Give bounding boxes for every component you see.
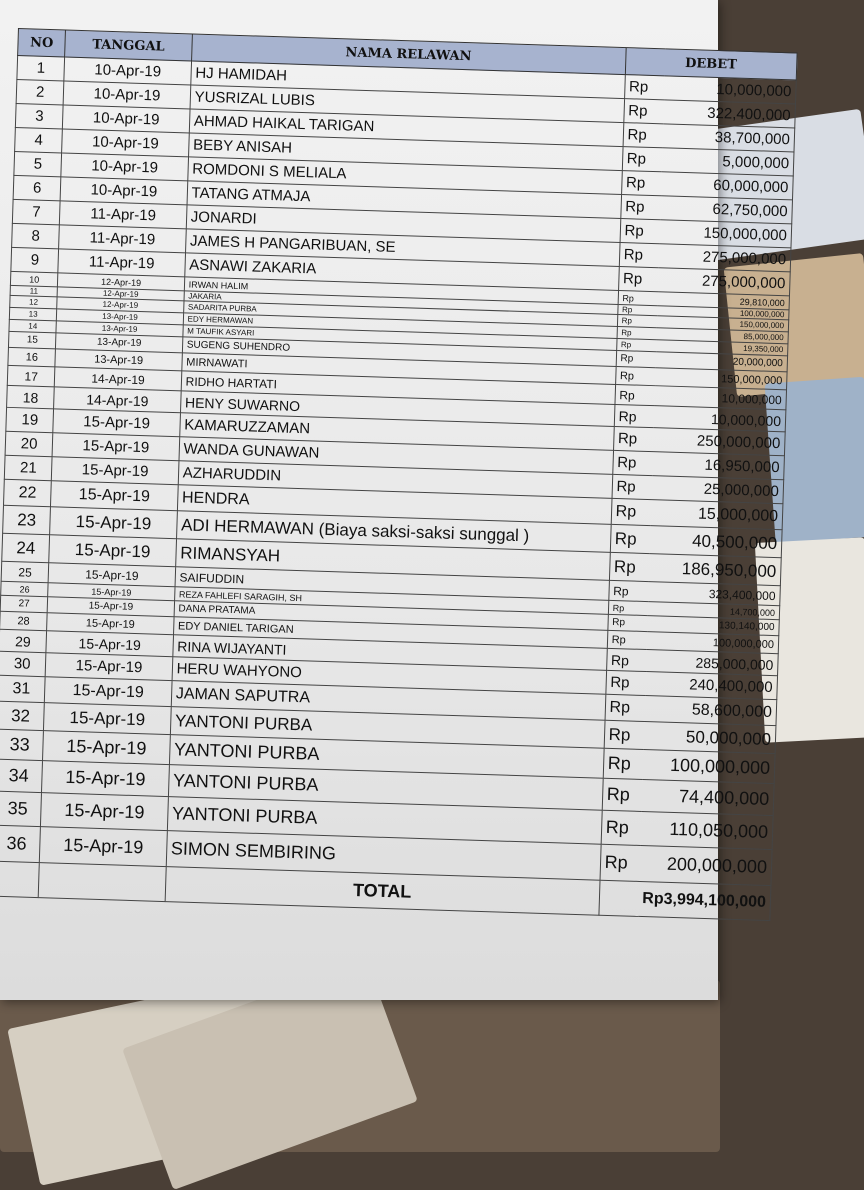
row-debet: 285,000,000 [646,650,779,676]
row-debet: 58,600,000 [644,696,777,726]
row-no: 31 [0,675,45,702]
row-nama: ADI HERMAWAN (Biaya saksi-saksi sunggal ) [176,511,611,553]
row-currency: Rp [607,630,647,649]
row-tanggal: 13-Apr-19 [56,333,183,353]
row-tanggal: 10-Apr-19 [62,129,189,157]
row-currency: Rp [616,338,656,351]
row-currency: Rp [618,290,658,305]
row-debet: 240,400,000 [645,672,778,700]
row-nama: MIRNAWATI [181,353,615,385]
row-currency: Rp [624,75,664,100]
row-currency: Rp [603,748,643,779]
row-tanggal: 11-Apr-19 [58,249,185,277]
row-tanggal: 15-Apr-19 [48,597,175,617]
row-no: 13 [9,307,57,320]
row-tanggal: 15-Apr-19 [43,731,170,765]
row-debet: 150,000,000 [655,368,787,390]
row-tanggal: 15-Apr-19 [40,827,167,867]
row-nama: YANTONI PURBA [168,765,603,811]
row-debet: 20,000,000 [655,352,787,372]
row-tanggal: 10-Apr-19 [64,57,191,85]
row-currency: Rp [617,304,657,315]
row-no: 33 [0,729,44,760]
row-tanggal: 10-Apr-19 [60,177,187,205]
row-no: 16 [8,347,56,366]
row-nama: YANTONI PURBA [170,707,605,749]
row-currency: Rp [616,350,656,367]
row-tanggal: 15-Apr-19 [41,793,168,831]
header-tanggal: TANGGAL [65,30,192,61]
row-currency: Rp [600,844,641,881]
row-tanggal: 15-Apr-19 [47,613,174,635]
header-no: NO [18,29,66,57]
row-no: 32 [0,701,45,730]
row-no: 24 [2,533,50,562]
relawan-table [0,28,798,921]
row-debet: 110,050,000 [640,811,773,849]
row-tanggal: 15-Apr-19 [46,631,173,657]
row-currency: Rp [612,474,652,499]
row-tanggal: 10-Apr-19 [63,105,190,133]
row-nama: JAMES H PANGARIBUAN, SE [185,229,619,267]
row-currency: Rp [604,720,644,749]
header-debet: DEBET [625,48,797,80]
row-debet: 16,950,000 [652,452,785,480]
row-currency: Rp [623,123,663,148]
row-debet: 100,000,000 [642,749,775,783]
row-debet: 130,140,000 [647,616,779,636]
row-debet: 74,400,000 [641,779,774,815]
row-currency: Rp [607,614,647,631]
row-nama: RIDHO HARTATI [181,371,615,405]
row-tanggal: 12-Apr-19 [57,287,184,301]
row-nama: RIMANSYAH [175,539,610,581]
row-nama: HERU WAHYONO [172,657,606,695]
row-no: 11 [10,285,58,296]
row-nama: JONARDI [186,205,620,243]
row-no: 5 [14,151,62,176]
donation-sheet [0,28,798,921]
row-tanggal: 11-Apr-19 [59,225,186,253]
row-nama: REZA FAHLEFI SARAGIH, SH [174,587,608,615]
row-currency: Rp [623,99,663,124]
row-tanggal: 14-Apr-19 [55,367,182,391]
row-tanggal: 15-Apr-19 [45,653,172,681]
row-nama: SAIFUDDIN [175,567,609,601]
row-debet: 25,000,000 [651,476,784,504]
row-tanggal: 15-Apr-19 [50,507,177,539]
row-no: 12 [10,295,58,308]
row-debet: 150,000,000 [659,220,792,248]
row-currency: Rp [610,524,650,553]
row-debet: 322,400,000 [663,100,796,128]
row-debet: 275,000,000 [658,268,791,296]
row-tanggal: 15-Apr-19 [42,761,169,797]
row-debet: 60,000,000 [661,172,794,200]
row-nama: IRWAN HALIM [184,277,618,305]
row-nama: RINA WIJAYANTI [173,635,607,671]
row-currency: Rp [613,426,653,451]
row-nama: EDY HERMAWAN [183,313,617,339]
row-currency: Rp [605,670,645,695]
row-currency: Rp [605,694,645,721]
row-tanggal: 15-Apr-19 [52,433,179,461]
row-currency: Rp [621,171,661,196]
row-currency: Rp [617,326,657,339]
row-debet: 10,000,000 [654,386,787,410]
row-tanggal: 10-Apr-19 [61,153,188,181]
row-tanggal: 13-Apr-19 [57,309,184,325]
header-nama: NAMA RELAWAN [191,34,626,75]
row-nama: SUGENG SUHENDRO [182,337,616,367]
total-empty-cell [39,863,166,902]
row-currency: Rp [622,147,662,172]
row-nama: BEBY ANISAH [188,133,622,171]
row-tanggal: 15-Apr-19 [44,703,171,735]
row-no: 4 [15,127,63,152]
row-debet: 250,000,000 [653,428,786,456]
row-debet: 200,000,000 [639,845,772,885]
row-debet: 19,350,000 [656,340,788,356]
row-nama: AZHARUDDIN [178,461,612,499]
row-debet: 38,700,000 [662,124,795,152]
row-no: 14 [9,319,57,332]
row-nama: ASNAWI ZAKARIA [184,253,618,291]
row-currency: Rp [620,195,660,220]
row-tanggal: 15-Apr-19 [53,409,180,437]
row-currency: Rp [611,498,651,525]
row-no: 35 [0,791,42,826]
row-no: 6 [13,175,61,200]
total-empty-cell [0,861,40,897]
row-currency: Rp [615,384,655,405]
row-no: 25 [1,561,49,582]
row-no: 10 [10,271,58,286]
row-nama: M TAUFIK ASYARI [183,325,617,351]
table-body [0,56,796,886]
row-debet: 50,000,000 [643,722,776,754]
total-label: TOTAL [165,867,600,916]
row-tanggal: 13-Apr-19 [55,349,182,371]
row-currency: Rp [608,580,648,601]
row-currency: Rp [608,600,648,615]
row-currency: Rp [618,266,658,291]
row-tanggal: 15-Apr-19 [45,677,172,707]
row-no: 29 [0,629,47,652]
row-debet: 14,700,000 [647,602,779,620]
row-currency: Rp [601,810,642,845]
row-nama: SADARITA PURBA [183,301,617,327]
row-no: 19 [6,407,54,432]
row-no: 21 [4,455,52,480]
row-debet: 29,810,000 [657,292,789,310]
row-currency: Rp [606,648,646,671]
row-debet: 85,000,000 [656,328,788,344]
row-nama: TATANG ATMAJA [187,181,621,219]
row-nama: YANTONI PURBA [167,797,602,845]
row-nama: YANTONI PURBA [169,735,604,779]
row-no: 3 [15,103,63,128]
row-tanggal: 12-Apr-19 [58,273,185,291]
row-nama: DANA PRATAMA [174,601,608,631]
row-debet: 100,000,000 [646,632,778,654]
row-currency: Rp [602,778,642,811]
row-no: 1 [17,56,65,81]
row-nama: JAMAN SAPUTRA [171,681,606,721]
row-nama: HENY SUWARNO [180,391,614,427]
row-tanggal: 15-Apr-19 [48,563,175,587]
row-no: 7 [12,199,60,224]
row-nama: WANDA GUNAWAN [179,437,613,475]
row-debet: 100,000,000 [657,306,789,320]
row-tanggal: 12-Apr-19 [57,297,184,313]
row-nama: JAKARIA [184,291,618,315]
row-nama: KAMARUZZAMAN [179,413,613,451]
row-no: 28 [0,611,48,630]
row-debet: 10,000,000 [653,406,786,432]
row-debet: 15,000,000 [650,500,783,530]
row-currency: Rp [615,366,655,385]
row-debet: 40,500,000 [649,526,782,558]
row-nama: HENDRA [177,485,612,525]
row-currency: Rp [617,314,657,327]
row-nama: EDY DANIEL TARIGAN [173,617,607,649]
row-currency: Rp [620,219,660,244]
row-debet: 323,400,000 [648,582,781,606]
row-no: 23 [3,505,51,534]
row-debet: 186,950,000 [648,554,781,586]
row-tanggal: 13-Apr-19 [56,321,183,337]
row-currency: Rp [609,552,649,581]
row-tanggal: 10-Apr-19 [63,81,190,109]
row-tanggal: 15-Apr-19 [49,535,176,567]
total-value: Rp3,994,100,000 [599,880,771,920]
row-tanggal: 15-Apr-19 [48,583,175,601]
row-debet: 150,000,000 [656,316,788,332]
row-debet: 5,000,000 [661,148,794,176]
row-tanggal: 11-Apr-19 [60,201,187,229]
row-nama: YUSRIZAL LUBIS [190,85,624,123]
row-tanggal: 14-Apr-19 [54,387,181,413]
row-no: 36 [0,825,41,862]
row-no: 17 [7,365,55,386]
row-no: 8 [12,223,60,248]
row-no: 2 [16,79,64,104]
row-tanggal: 15-Apr-19 [52,457,179,485]
row-debet: 10,000,000 [664,76,797,104]
row-debet: 62,750,000 [660,196,793,224]
row-no: 34 [0,759,43,792]
row-debet: 275,000,000 [658,244,791,272]
row-no: 15 [8,331,56,348]
row-nama: SIMON SEMBIRING [166,831,601,881]
row-no: 22 [4,479,52,506]
row-no: 27 [0,595,48,612]
row-nama: ROMDONI S MELIALA [187,157,621,195]
row-currency: Rp [614,404,654,427]
row-nama: AHMAD HAIKAL TARIGAN [189,109,623,147]
row-nama: HJ HAMIDAH [190,61,624,99]
row-no: 26 [1,581,49,596]
row-currency: Rp [619,243,659,268]
row-no: 20 [5,431,53,456]
row-tanggal: 15-Apr-19 [51,481,178,511]
row-no: 9 [11,247,59,272]
row-currency: Rp [612,450,652,475]
row-no: 30 [0,651,46,676]
row-no: 18 [7,385,55,408]
